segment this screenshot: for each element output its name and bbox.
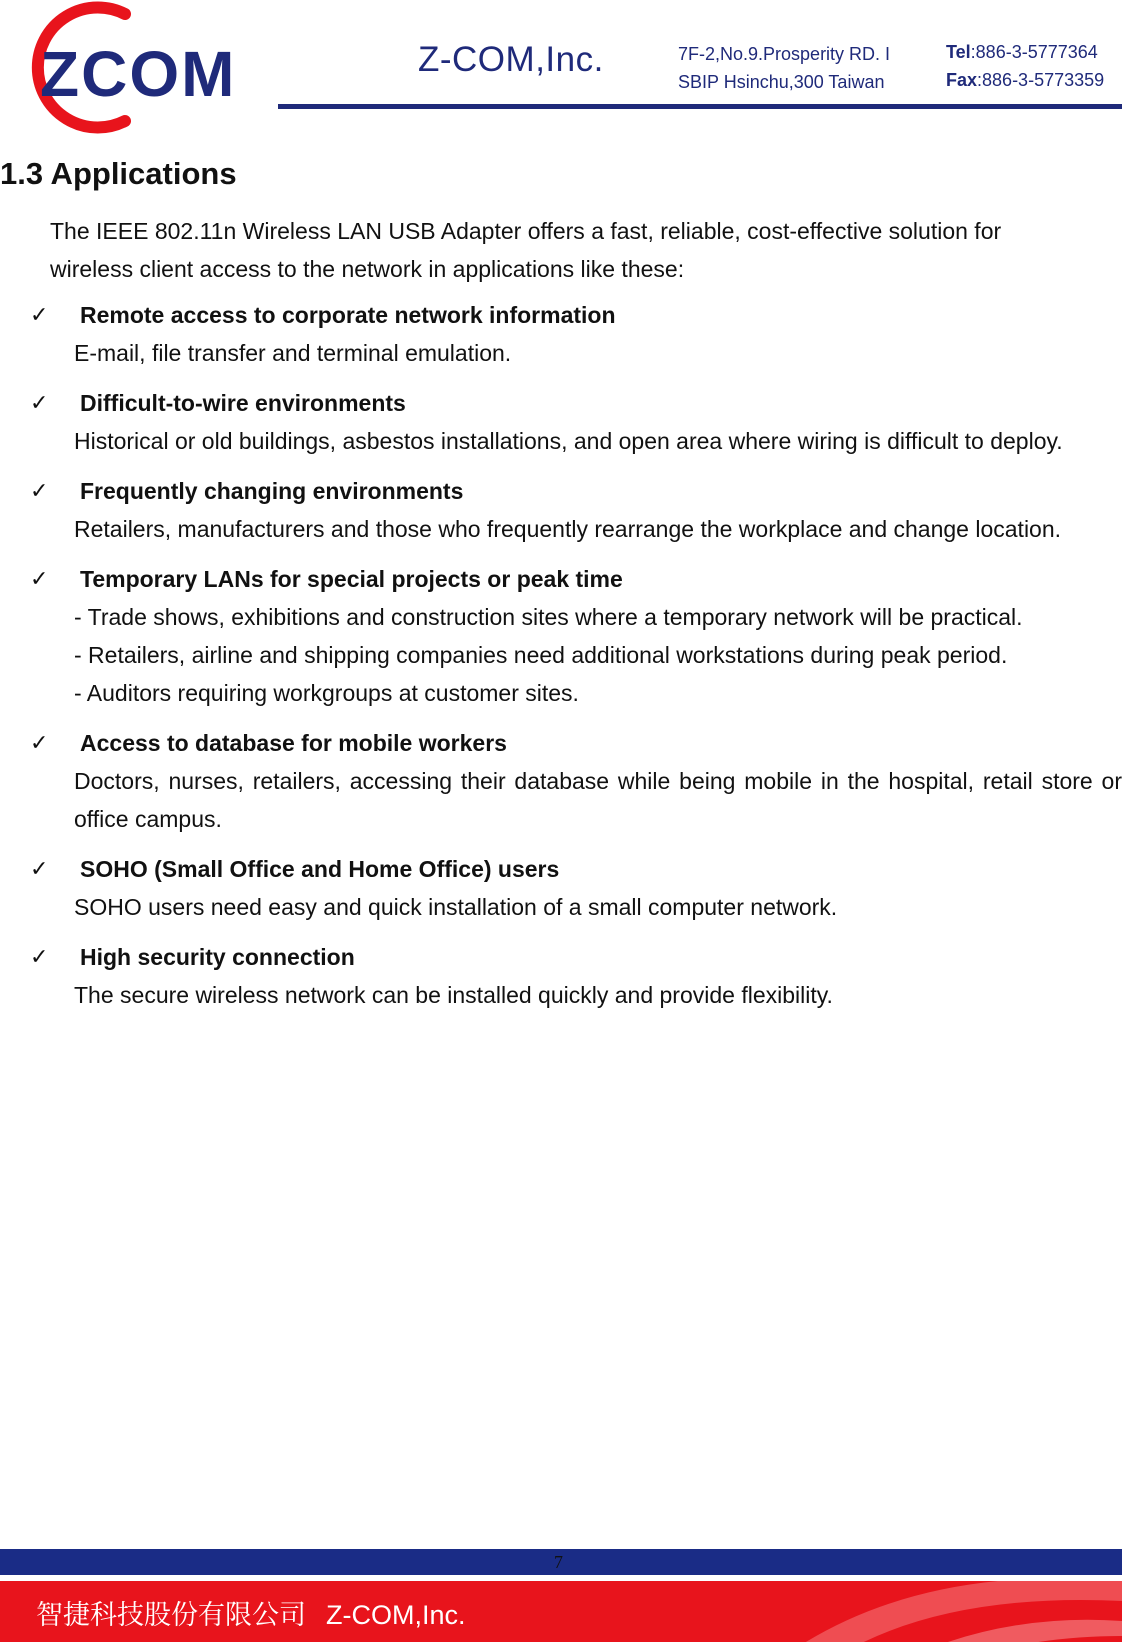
fax-line [946, 66, 1104, 94]
tel-line [946, 38, 1104, 66]
description-line: The secure wireless network can be installed quickly and provide flexibility. [74, 982, 833, 1008]
description-line: Doctors, nurses, retailers, accessing their database while being mobile in the hospital, retail store or office campus. [74, 768, 1122, 832]
description-line: SOHO users need easy and quick installation of a small computer network. [74, 894, 838, 920]
footer-company [36, 1593, 466, 1632]
checkmark-icon: ✓ [30, 390, 49, 415]
list-item-description [74, 888, 1122, 926]
address-line-1: 7F-2,No.9.Prosperity RD. I [678, 44, 891, 64]
address-line-2: SBIP Hsinchu,300 Taiwan [678, 72, 885, 92]
section-title: 1.3 Applications [0, 156, 237, 191]
list-item-title: Frequently changing environments [80, 478, 464, 504]
description-line: - Retailers, airline and shipping companies need additional workstations during peak period. [74, 642, 1008, 668]
list-item-title: Remote access to corporate network information [80, 302, 616, 328]
zcom-logo [0, 0, 280, 135]
list-item-header [0, 384, 1122, 422]
list-item-header [0, 850, 1122, 888]
checkmark-icon: ✓ [30, 856, 49, 881]
description-line: E-mail, file transfer and terminal emulation. [74, 340, 512, 366]
list-item [0, 850, 1122, 926]
list-item [0, 560, 1122, 712]
description-line: - Auditors requiring workgroups at customer sites. [74, 680, 579, 706]
fax-value: :886-3-5773359 [977, 70, 1105, 90]
list-item [0, 472, 1122, 548]
page-number: 7 [554, 1552, 563, 1572]
tel-label: Tel [946, 42, 971, 62]
logo-text: ZCOM [40, 38, 237, 110]
company-name: Z-COM,Inc. [418, 40, 604, 79]
list-item-description [74, 762, 1122, 838]
checkmark-icon: ✓ [30, 566, 49, 591]
description-line: Historical or old buildings, asbestos installations, and open area where wiring is difficult to deploy. [74, 428, 1063, 454]
checkmark-icon: ✓ [30, 478, 49, 503]
list-item-header [0, 560, 1122, 598]
tel-value: :886-3-5777364 [970, 42, 1098, 62]
description-line: Retailers, manufacturers and those who frequently rearrange the workplace and change location. [74, 516, 1062, 542]
footer-swoosh-decoration [742, 1581, 1122, 1642]
list-item-header [0, 296, 1122, 334]
list-item-title: SOHO (Small Office and Home Office) users [80, 856, 560, 882]
list-item-title: High security connection [80, 944, 355, 970]
list-item-header [0, 724, 1122, 762]
list-item-description [74, 976, 1122, 1014]
company-address [678, 40, 890, 96]
list-item-header [0, 472, 1122, 510]
footer-red-band [0, 1581, 1122, 1642]
list-item-header [0, 938, 1122, 976]
list-item-description [74, 334, 1122, 372]
list-item-title: Difficult-to-wire environments [80, 390, 406, 416]
list-item [0, 724, 1122, 838]
footer-company-zh: 智捷科技股份有限公司 [36, 1600, 306, 1630]
description-line: - Trade shows, exhibitions and construction sites where a temporary network will be practical. [74, 604, 1023, 630]
checkmark-icon: ✓ [30, 302, 49, 327]
header-rule [278, 104, 1122, 109]
contact-info [946, 38, 1104, 94]
list-item [0, 384, 1122, 460]
checkmark-icon: ✓ [30, 944, 49, 969]
list-item [0, 296, 1122, 372]
applications-list [0, 296, 1122, 1026]
list-item-title: Access to database for mobile workers [80, 730, 507, 756]
checkmark-icon: ✓ [30, 730, 49, 755]
page-header [0, 0, 1122, 140]
list-item-description [74, 598, 1122, 712]
footer-company-en: Z-COM,Inc. [326, 1600, 466, 1630]
fax-label: Fax [946, 70, 978, 90]
list-item [0, 938, 1122, 1014]
section-intro: The IEEE 802.11n Wireless LAN USB Adapter offers a fast, reliable, cost-effective solution for wireless client access to the network in applications like these: [50, 218, 1002, 282]
list-item-description [74, 422, 1122, 460]
list-item-title: Temporary LANs for special projects or peak time [80, 566, 623, 592]
list-item-description [74, 510, 1122, 548]
